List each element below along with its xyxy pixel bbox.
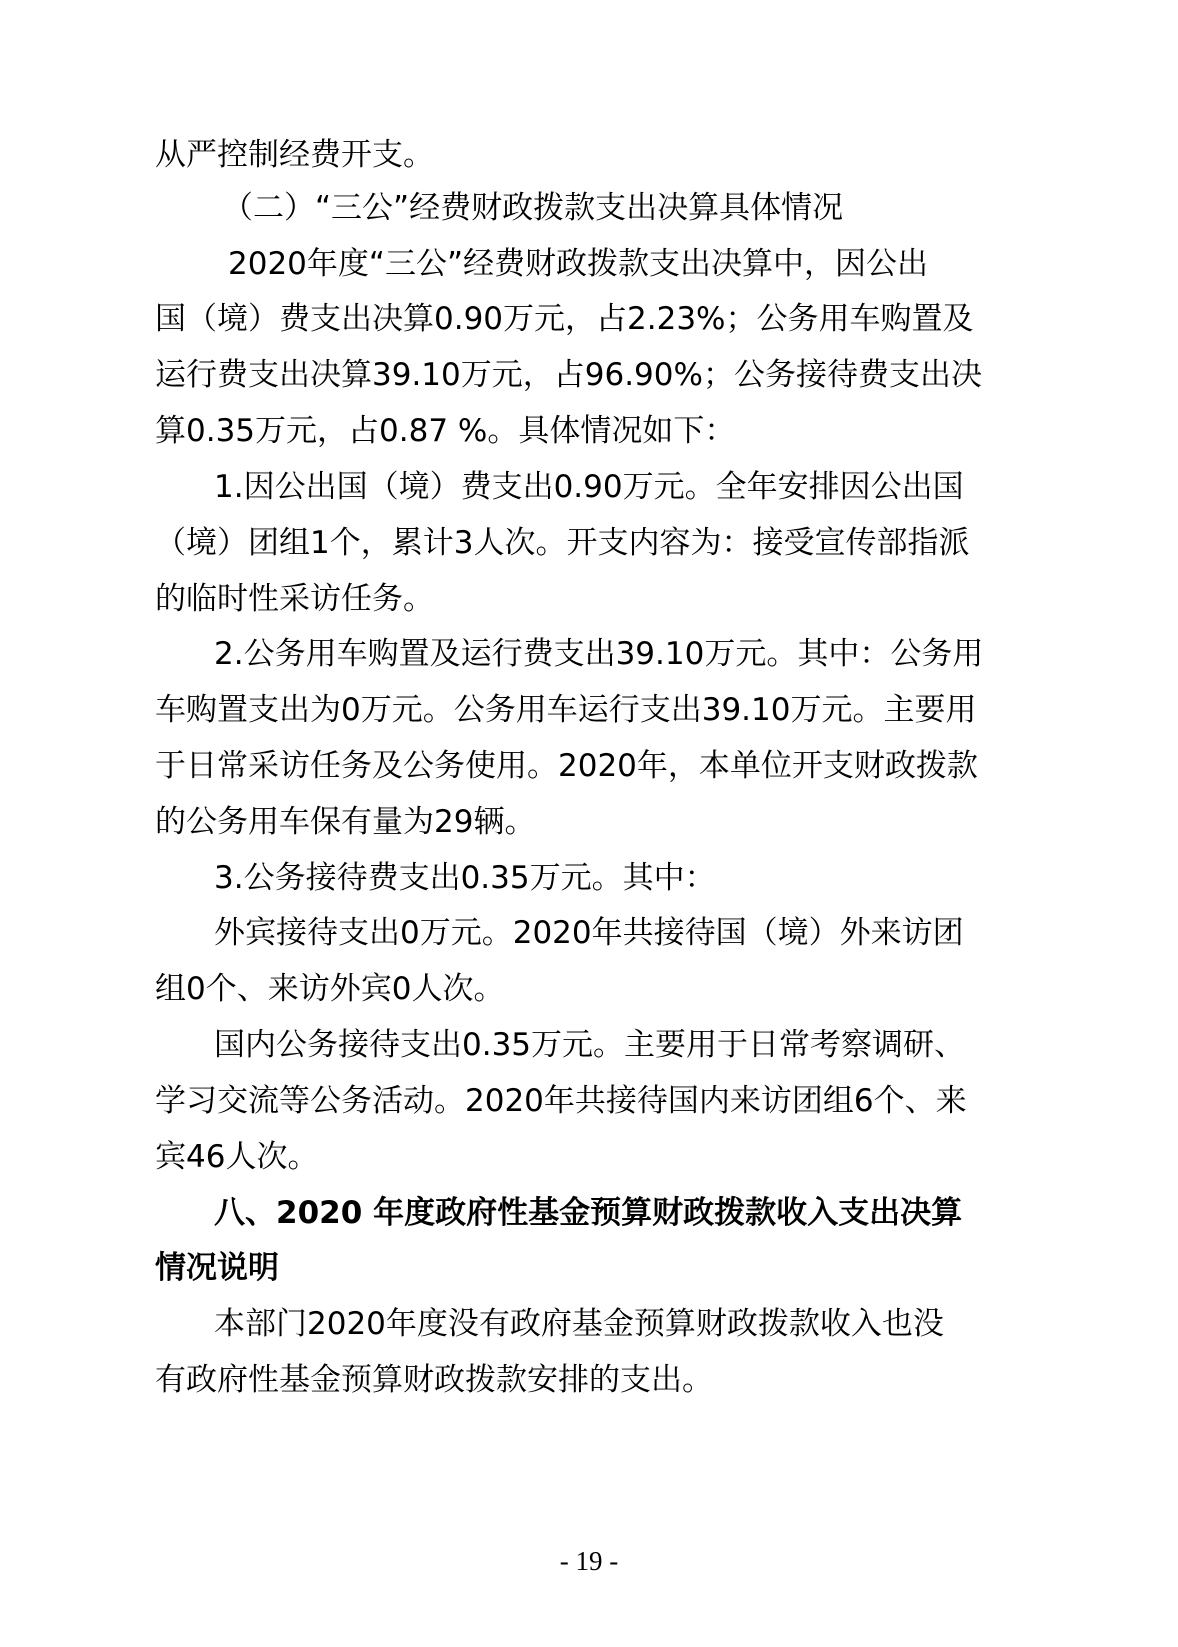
section-subheading: （二）“三公”经费财政拨款支出决算具体情况 (222, 190, 844, 226)
text-line-7: 1.因公出国（境）费支出0.90万元。全年安排因公出国 (214, 469, 964, 505)
section-heading-line-2: 情况说明 (155, 1250, 279, 1286)
text-line-3: 2020年度“三公”经费财政拨款支出决算中，因公出 (228, 246, 929, 282)
text-line-14: 3.公务接待费支出0.35万元。其中： (214, 860, 716, 896)
text-line-17: 国内公务接待支出0.35万元。主要用于日常考察调研、 (214, 1027, 966, 1063)
text-line-4: 国（境）费支出决算0.90万元，占2.23%；公务用车购置及 (155, 301, 974, 337)
text-line-16: 组0个、来访外宾0人次。 (155, 971, 505, 1007)
page-number: - 19 - (559, 1546, 619, 1576)
text-line-15: 外宾接待支出0万元。2020年共接待国（境）外来访团 (214, 915, 964, 951)
text-line-6: 算0.35万元，占0.87 %。具体情况如下： (155, 413, 736, 449)
text-line-19: 宾46人次。 (155, 1139, 319, 1175)
text-line-22: 本部门2020年度没有政府基金预算财政拨款收入也没 (214, 1306, 944, 1342)
text-line-10: 2.公务用车购置及运行费支出39.10万元。其中：公务用 (214, 636, 984, 672)
text-line-11: 车购置支出为0万元。公务用车运行支出39.10万元。主要用 (155, 692, 977, 728)
text-line-8: （境）团组1个，累计3人次。开支内容为：接受宣传部指派 (155, 525, 970, 561)
text-line-23: 有政府性基金预算财政拨款安排的支出。 (155, 1362, 713, 1398)
section-heading-line-1: 八、2020 年度政府性基金预算财政拨款收入支出决算 (214, 1195, 963, 1231)
text-line-13: 的公务用车保有量为29辆。 (155, 804, 536, 840)
text-line-1: 从严控制经费开支。 (155, 137, 434, 173)
text-line-5: 运行费支出决算39.10万元，占96.90%；公务接待费支出决 (155, 357, 982, 393)
text-line-9: 的临时性采访任务。 (155, 581, 434, 617)
text-line-12: 于日常采访任务及公务使用。2020年，本单位开支财政拨款 (155, 748, 978, 784)
text-line-18: 学习交流等公务活动。2020年共接待国内来访团组6个、来 (155, 1083, 967, 1119)
